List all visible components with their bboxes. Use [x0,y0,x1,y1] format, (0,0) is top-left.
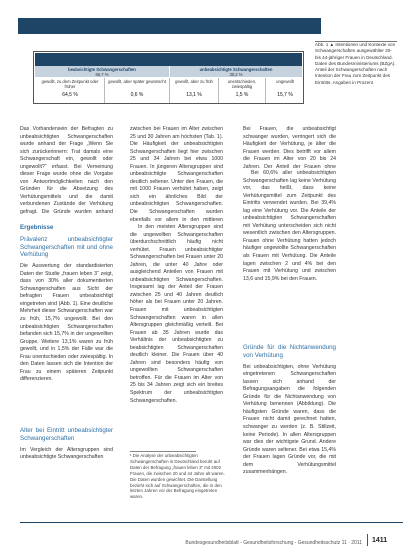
figure-col-value: 1,5 % [235,92,249,98]
paragraph: Das Vorhandensein der Befragten zu unbeabsichtigten Schwangerschaften wurde anhand der Frage „Wenn Sie sich zurückerinnern: Trat damals eine Schwangerschaft ein, gewollt oder ungewollt?“ erfasst. Bei Verneinung dieser Frage wurde ohne die Vorgabe von Antwortmöglichkeiten nach den Gründen für die Absetzung des Verhütungsmittels und die damit verbundenen Zustände der Verhütung gefragt. Die Gründe wurden anhand [20,126,113,216]
figure-col-label: unentschieden, zwiespältig [227,79,257,89]
group-right-label: unbeabsichtigte Schwangerschaften [199,66,273,72]
figure-col-value: 15,7 % [277,92,293,98]
figure-divider [218,78,219,103]
page-number-divider [367,534,368,546]
subsection-heading: Prävalenz unbeabsichtigter Schwangerschaften mit und ohne Verhütung [20,235,113,259]
figure-col-label: gewollt, aber später gewünscht [108,79,166,84]
text-column-1 [20,126,113,463]
subsection-heading: Alter bei Eintritt unbeabsichtigter Schwangerschaften [20,427,113,442]
figure-col-label: gewollt, aber zu früh [175,79,213,84]
figure-col-value: 0,6 % [130,92,144,98]
figure-1 [33,51,304,104]
paragraph: Bei 60,6% aller unbeabsichtigten Schwangerschaften lag keine Verhütung vor, das heißt, dass keine Verhütungsmittel zum Zeitpunkt des Eintritts verwendet wurden. Bei 39,4% lag eine Verhütung vor. Die Anteile der unbeabsichtigten Schwangerschaften mit Verhütung unterscheiden sich nicht wesentlich zwischen den Altersgruppen. Frauen ohne Verhütung hatten jedoch häufiger ungewollte Schwangerschaften als Frauen mit Verhütung. Die Anteile lagen zwischen 2 und 4% bei den Frauen mit Verhütung und zwischen 13,6 und 15,9% bei den Frauen. [243,170,336,282]
paragraph: In den meisten Altersgruppen sind die ungewollten Schwangerschaften überdurchschnittlich häufig nicht verhütet. Frauen unbeabsichtigter Schwangerschaften bei Frauen unter 20 Jahren, die unter 40 Jahre oder ausgleichend Anteilen von Frauen mit unbeabsichtigten Schwangerschaften. Insgesamt lag der Anteil der Frauen zwischen 25 und 40 Jahren deutlich höher als bei Frauen unter 20 Jahren. Frauen mit unbeabsichtigten Schwangerschaften waren in allen Altersgruppen gleichmäßig verteilt. Bei Frauen ab 35 Jahren wurde das Verhältnis der unbeabsichtigten zu beabsichtigten Schwangerschaften deutlich kleiner. Die Frauen über 40 Jahren sind besonders häufig von ungewollten Schwangerschaften betroffen. Für die Frauen im Alter von 25 bis 34 Jahren zeigt sich ein breites Spektrum der unbeabsichtigten Schwangerschaften. [130,224,223,404]
group-left-share: 66,7 % [95,71,109,77]
paragraph: Bei unbeabsichtigten, ohne Verhütung eingetretenen Schwangerschaften lassen sich anhand der Befragungsangaben die folgenden Gründe für die Nichtanwendung von Verhütung benennen (Abbildung). Die häufigsten Gründe waren, dass die Frauen nicht damit gerechnet hatten, schwanger zu werden (z. B. Stillzeit, keine Periode). In allen Altersgruppen war dies der wichtigste Grund. Andere Gründe waren seltener. Bei etwa 15,4% der Frauen lagen Gründe vor, die mit dem Verhütungsmittel zusammenhängen. [243,363,336,476]
figure-group-left [35,66,169,77]
figure-col-value: 13,1 % [186,92,202,98]
header-bar [18,18,321,34]
figure-caption: Abb. 1 ▲ Intentionen und Kontexte von Schwangerschaften ausgewählter 20- bis 44-jähriger Frauen in Deutschland. Daten des Bundesministeriums (BZgA). Anteil der Schwangerschaften nach Intention der Frau zum Zeitpunkt des Eintritts. Angaben in Prozent [315,42,396,85]
figure-divider [265,78,266,103]
footnote-rule [130,451,196,452]
figure-col-label: ungewollt [276,79,294,84]
journal-footer: Bundesgesundheitsblatt - Gesundheitsforschung - Gesundheitsschutz 11 · 2011 [185,540,362,546]
paragraph: zwischen bei Frauen im Alter zwischen 25 und 30 Jahren am höchsten (Tab. 1). Die Häufigkeit der unbeabsichtigten Schwangerschaften liegt hier zwischen 25 und 34 Jahren bei etwa 1000 Frauen. In jüngeren Altersgruppen sind unbeabsichtigte Schwangerschaften deutlich seltener. Unter den Frauen, die mit 1000 Frauen verhütet haben, zeigt sich ein ähnliches Bild der unbeabsichtigten Schwangerschaften. Die Schwangerschaften wurden ebenfalls vor allem in den mittleren [130,126,223,223]
text-column-2 [130,126,223,448]
figure-group-right [170,66,302,77]
figure-divider [104,78,105,103]
figure-col-label: gewollt, zu dem Zeitpunkt oder früher [41,79,99,89]
paragraph: Bei Frauen, die unbeabsichtigt schwanger wurden, verringert sich die Häufigkeit der Verhütung, je älter die Frauen werden. Dies betrifft vor allem die Frauen im Alter von 20 bis 24 Jahren. Der Anteil der Frauen ohne [243,126,336,170]
figure-col-value: 64,5 % [62,92,78,98]
text-column-3 [243,126,336,492]
footnote: ¹ Die Analyse der unbeabsichtigten Schwangerschaften in Deutschland beruht auf Daten der Befragung „frauen leben 3“ mit 4002 Frauen, die zwischen 20 und 44 Jahre alt waren. Die Daten wurden gewichtet. Die Darstellung bezieht sich auf Schwangerschaften, die in den letzten Jahren vor der Befragung eingetreten waren. [130,453,225,500]
figure-header [35,53,302,66]
group-right-share: 30,2 % [229,71,243,77]
subsection-heading: Gründe für die Nichtanwendung von Verhütung [243,344,336,359]
page-number: 1411 [372,537,388,544]
section-heading: Ergebnisse [20,224,54,231]
group-left-label: beabsichtigte Schwangerschaften [68,66,136,72]
figure-divider [169,78,170,103]
paragraph: Die Auswertung der standardisierten Daten der Studie „frauen leben 3“ zeigt, dass von 30% aller dokumentierten Schwangerschaften aus Sicht der befragten Frauen unbeabsichtigt eingetreten sind (Abb. 1). Eine deutliche Mehrheit dieser Schwangerschaften war zu früh, 15,7% ungewollt. Bei den unbeabsichtigten Schwangerschaften befanden sich 15,7% in der ungewollten Gruppe. Weitere 13,1% waren zu früh gewollt, und in 1,5% der Fälle war die Frau unentschieden oder zwiespältig. In den Daten lassen sich die Intention der Frau zu einem späteren Zeitpunkt differenzieren. [20,263,113,383]
footer-rule [20,522,403,523]
paragraph: Im Vergleich der Altersgruppen sind unbeabsichtigte Schwangerschaften [20,446,113,461]
